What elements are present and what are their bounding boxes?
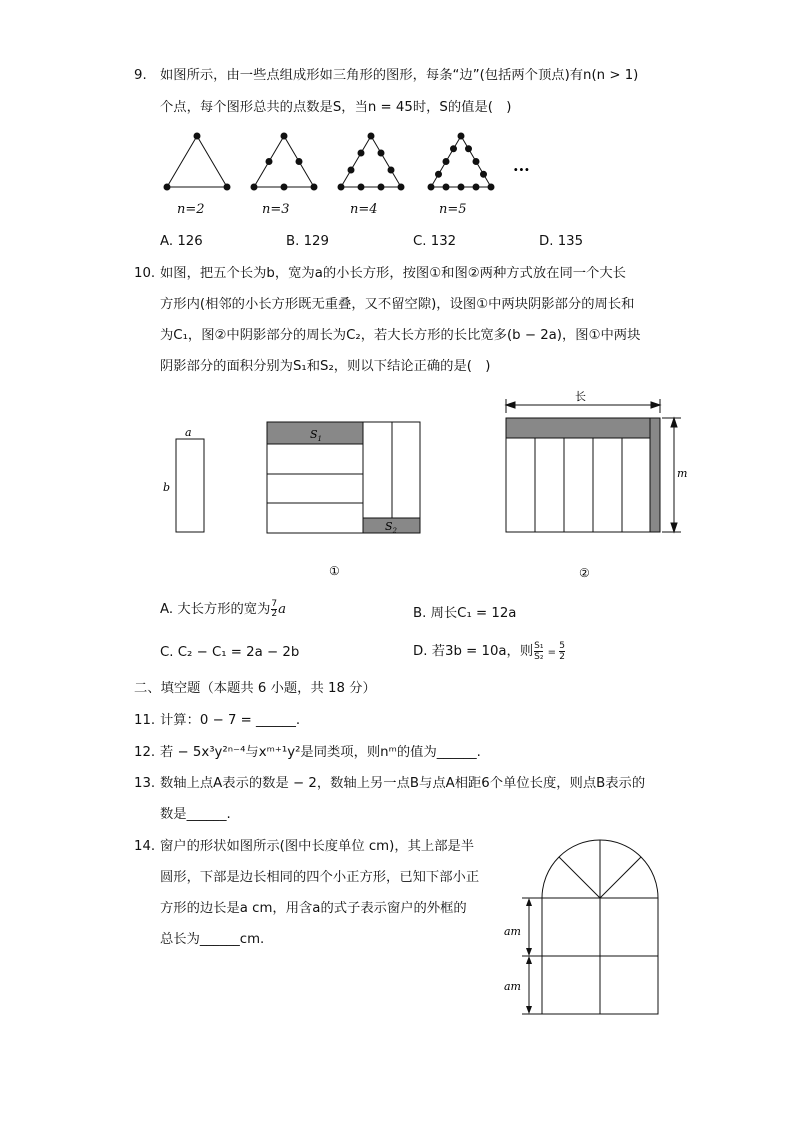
q9-option-d[interactable]: D. 135: [539, 234, 584, 249]
label-n5: n=5: [439, 202, 467, 217]
figure-1: [267, 422, 420, 533]
small-rect: [176, 439, 204, 532]
q14-line3: 方形的边长是a cm，用含a的式子表示窗户的外框的: [160, 901, 467, 916]
ellipsis: ···: [513, 160, 530, 179]
label-chang: 长: [575, 390, 586, 403]
label-m: m: [677, 467, 688, 480]
q9-line1: 如图所示，由一些点组成形如三角形的图形，每条“边”(包括两个顶点)有n(n > 1): [160, 68, 639, 83]
q10-option-c[interactable]: C. C₂ − C₁ = 2a − 2b: [160, 645, 300, 660]
triangle-n3: [251, 133, 317, 190]
q14-line1: 窗户的形状如图所示(图中长度单位 cm)，其上部是半: [160, 839, 475, 854]
triangle-n5: [428, 133, 494, 190]
q9-line2: 个点，每个图形总共的点数是S，当n = 45时，S的值是( ): [160, 100, 512, 115]
q9-option-b[interactable]: B. 129: [286, 234, 329, 249]
q12-text: 若 − 5x³y²ⁿ⁻⁴与xᵐ⁺¹y²是同类项，则nᵐ的值为______.: [160, 745, 481, 760]
q9-triangle-figure: [155, 130, 545, 195]
q11-text: 计算：0 − 7 = ______.: [160, 713, 301, 728]
label-n2: n=2: [177, 202, 205, 217]
label-fig2: ②: [579, 566, 590, 580]
q9-number: 9.: [134, 68, 147, 83]
q10-option-d[interactable]: D. 若3b = 10a，则 $\frac{\text{S₁}}{\text{S₂}}$ = $\frac{5}{2}$: [413, 640, 565, 662]
section-2-header: 二、填空题（本题共 6 小题，共 18 分）: [134, 681, 376, 696]
q14-line4: 总长为______cm.: [160, 932, 265, 947]
figure-2: [506, 399, 681, 532]
q14-line2: 圆形，下部是边长相同的四个小正方形，已知下部小正: [160, 870, 480, 885]
label-s2: $S_2$: [385, 520, 398, 535]
label-s1: $S_1$: [310, 428, 323, 443]
q10-line4: 阴影部分的面积分别为S₁和S₂，则以下结论正确的是( ): [160, 359, 491, 374]
q10-line2: 方形内(相邻的小长方形既无重叠，又不留空隙)，设图①中两块阴影部分的周长和: [160, 297, 635, 312]
q13-number: 13.: [134, 776, 156, 791]
label-b: b: [163, 481, 171, 494]
label-n4: n=4: [350, 202, 378, 217]
q13-line1: 数轴上点A表示的数是 − 2，数轴上另一点B与点A相距6个单位长度，则点B表示的: [160, 776, 646, 791]
label-am-1: am: [504, 925, 521, 938]
q10-option-b[interactable]: B. 周长C₁ = 12a: [413, 606, 517, 621]
q9-option-c[interactable]: C. 132: [413, 234, 457, 249]
q10-line1: 如图，把五个长为b，宽为a的小长方形，按图①和图②两种方式放在同一个大长: [160, 266, 626, 281]
q14-number: 14.: [134, 839, 156, 854]
q10-figures: [155, 385, 695, 585]
label-fig1: ①: [329, 564, 340, 578]
label-n3: n=3: [262, 202, 290, 217]
q14-window-figure: [500, 815, 670, 1025]
label-am-2: am: [504, 980, 521, 993]
q12-number: 12.: [134, 745, 156, 760]
q10-number: 10.: [134, 266, 156, 281]
triangle-n2: [164, 133, 230, 190]
q10-option-a[interactable]: A. 大长方形的宽为 $\frac{7}{2}$ a: [160, 598, 287, 619]
q10-line3: 为C₁，图②中阴影部分的周长为C₂，若大长方形的长比宽多(b − 2a)，图①中两块: [160, 328, 641, 343]
q13-line2: 数是______.: [160, 807, 231, 822]
triangle-n4: [338, 133, 404, 190]
q9-option-a[interactable]: A. 126: [160, 234, 203, 249]
label-a: a: [185, 426, 192, 439]
q11-number: 11.: [134, 713, 156, 728]
